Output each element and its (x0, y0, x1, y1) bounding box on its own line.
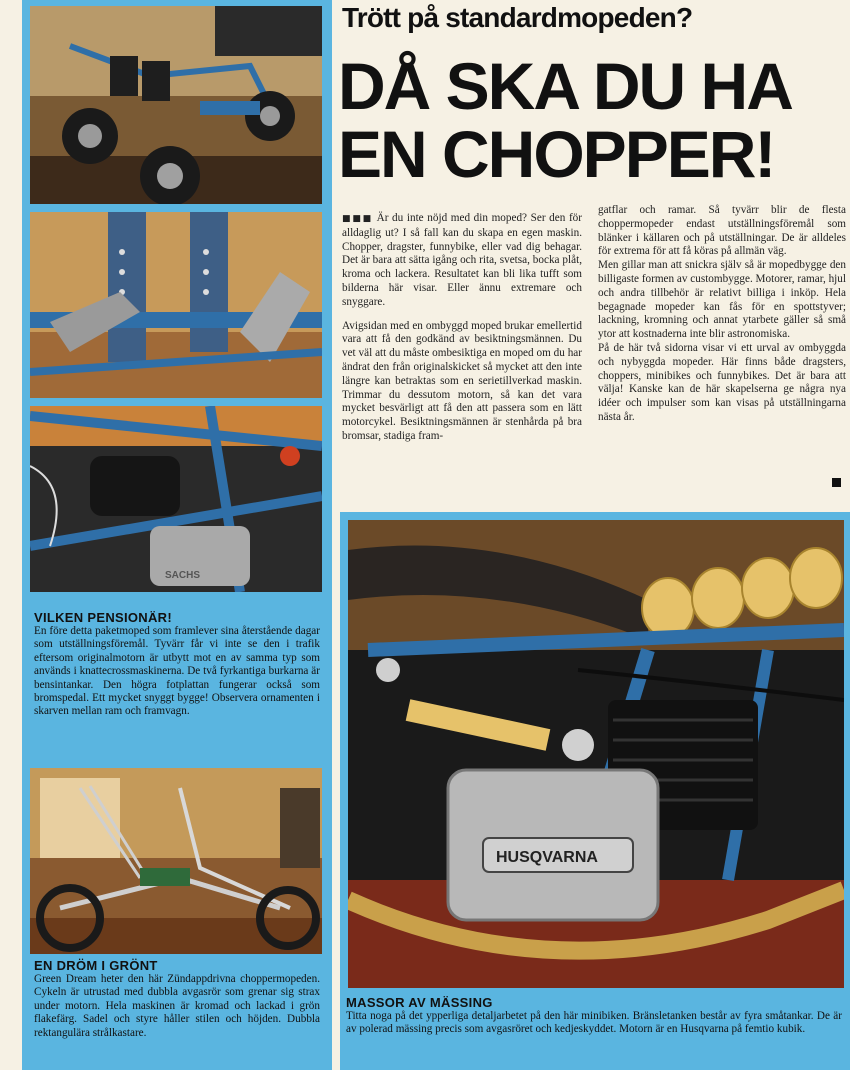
article-paragraph (342, 212, 582, 310)
caption-text-grön: Green Dream heter den här Zündappdrivna choppermopeden. Cykeln är utrustad med dubbla avgasrör som grenar sig strax under motorn. Hela maskinen är kromad och lackad i grön flakefärg. Sadel och styre håller stilen och höjden. Dubbla rektangulära strålkastare. (34, 973, 320, 1039)
caption-text-pensionar: En före detta paketmoped som framlever sina återstående dagar som utställningsföremål. Tyvärr får vi inte se den i trafik eftersom originalmotorn är utbytt mot en av samma typ som används i knattecrossmaskinerna. De två fyrkantiga burkarna är bensintankar. Den högra fotplattan fungerar också som bromspedal. Ett mycket snyggt bygge! Observera ornamenten i skarven mellan ram och framvagn. (34, 625, 320, 718)
article-paragraph: gatflar och ramar. Så tyvärr blir de flesta choppermopeder endast utställningsföremål som blänker i källaren och på utställningar. De är alldeles för extrema för att få köras på allmän väg. (598, 204, 846, 258)
article-paragraph: På de här två sidorna visar vi ett urval av ombyggda och nybyggda mopeder. Här finns både dragsters, choppers, minibikes och funnybikes. Det är bara att välja! Kanske kan de här skapelserna ge några nya idéer och impulser som kan visas på utställningarna nästa år. (598, 341, 846, 423)
headline-line-2: EN CHOPPER! (338, 117, 775, 191)
caption-title-grön: EN DRÖM I GRÖNT (34, 958, 158, 973)
husqvarna-engine-badge: HUSQVARNA (496, 849, 598, 866)
main-headline (338, 49, 848, 191)
photo-engine-closeup (30, 406, 322, 592)
headline-line-1: DÅ SKA DU HA (338, 49, 792, 123)
photo-husqvarna-minibike (348, 520, 844, 988)
photo-green-dream-chopper (30, 768, 322, 954)
article-column-1 (342, 212, 582, 454)
photo-showroom-moped (30, 6, 322, 204)
caption-title-massing: MASSOR AV MÄSSING (346, 995, 493, 1010)
article-column-2 (598, 204, 846, 425)
photo-tanks-footplates (30, 212, 322, 398)
lead-marker: ■■■ (342, 214, 373, 224)
kicker-heading: Trött på standardmopeden? (342, 2, 693, 33)
caption-text-massing: Titta noga på det ypperliga detaljarbetet på den här minibiken. Bränsletanken består av fyra småtankar. De är av polerad mässing precis som avgasröret och kedjeskyddet. Motorn är en Husqvarna på femtio kubik. (346, 1010, 842, 1036)
article-paragraph: Avigsidan med en ombyggd moped brukar emellertid vara att få den godkänd av besiktningsmännen. Du vet väl att du måste ombesiktiga en moped om du har ändrat den från originalskicket så mycket att den inte längre kan betraktas som en serietillverkad maskin. Trimmar du dessutom motorn, så kan det vara mycket besvärligt att få den att passera som en lätt motorcykel. Besiktningsmännen är stenhårda på bra bromsar, stadiga fram- (342, 319, 582, 442)
article-paragraph: Men gillar man att snickra själv så är mopedbygge den billigaste formen av custombygge. Motorer, ramar, hjul och andra tillbehör är relativt billiga i inköp. Hela begagnade mopeder kan fås för en spottstyver; lackning, kromning och annat ytarbete gäller så små ytor att kostnaderna inte blir astronomiska. (598, 259, 846, 341)
end-of-article-mark (832, 478, 841, 487)
article-lead-text: Är du inte nöjd med din moped? Ser den för alldaglig ut? I så fall kan du skapa en egen maskin. Chopper, dragster, funnybike, eller vad dig behagar. Det är bara att sätta igång och rita, svetsa, bocka plåt, kroma och lackera. Resultatet kan bli lika tufft som bilderna här visar. Eller ännu extremare och snyggare. (342, 212, 582, 308)
caption-title-pensionar: VILKEN PENSIONÄR! (34, 610, 173, 625)
sachs-badge: SACHS (165, 570, 201, 581)
